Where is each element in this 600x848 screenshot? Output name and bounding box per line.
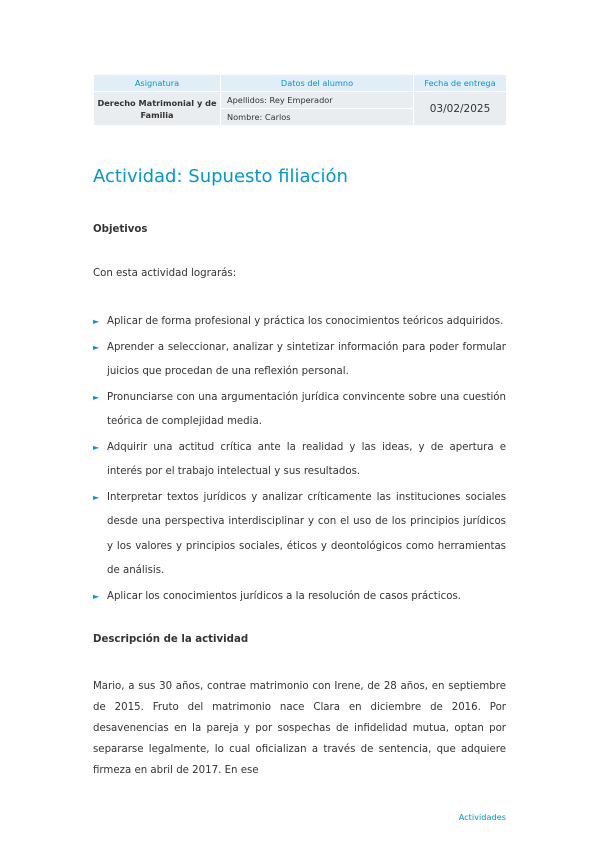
- list-item-text: Pronunciarse con una argumentación jurídica convincente sobre una cuestión teórica de complejidad media.: [107, 391, 506, 427]
- triangle-right-icon: ►: [93, 342, 100, 352]
- list-item: [93, 486, 506, 584]
- name-cell: Nombre: Carlos: [221, 109, 414, 126]
- page-title: Actividad: Supuesto filiación: [93, 166, 348, 187]
- surnames-cell: Apellidos: Rey Emperador: [221, 92, 414, 109]
- col-subject-header: Asignatura: [94, 75, 221, 92]
- header-table-head: [94, 75, 507, 92]
- objectives-list: [93, 310, 506, 610]
- list-item-text: Aprender a seleccionar, analizar y sintetizar información para poder formular juicios que procedan de una reflexión personal.: [107, 341, 506, 377]
- header-table: [93, 74, 507, 126]
- list-item-text: Interpretar textos jurídicos y analizar críticamente las instituciones sociales desde una perspectiva interdisciplinar y con el uso de los principios jurídicos y los valores y principios sociales, éticos y deontológicos como herramientas de análisis.: [107, 491, 506, 576]
- list-item: [93, 336, 506, 385]
- triangle-right-icon: ►: [93, 591, 100, 601]
- list-item-text: Aplicar de forma profesional y práctica los conocimientos teóricos adquiridos.: [107, 316, 504, 327]
- col-date-header: Fecha de entrega: [414, 75, 507, 92]
- page-footer: Actividades: [458, 812, 506, 822]
- list-item: [93, 436, 506, 485]
- triangle-right-icon: ►: [93, 492, 100, 502]
- list-item-text: Adquirir una actitud crítica ante la realidad y las ideas, y de apertura e interés por el trabajo intelectual y sus resultados.: [107, 441, 506, 477]
- list-item-text: Aplicar los conocimientos jurídicos a la resolución de casos prácticos.: [107, 590, 461, 602]
- header-table-row: [94, 92, 507, 109]
- list-item: [93, 386, 506, 435]
- delivery-date-cell: 03/02/2025: [414, 92, 507, 126]
- list-item: [93, 310, 506, 335]
- objectives-heading: Objetivos: [93, 224, 148, 235]
- list-item: [93, 585, 506, 610]
- triangle-right-icon: ►: [93, 392, 100, 402]
- objectives-intro: Con esta actividad lograrás:: [93, 268, 237, 279]
- triangle-right-icon: ►: [93, 317, 100, 326]
- subject-cell: Derecho Matrimonial y de Familia: [94, 92, 221, 126]
- triangle-right-icon: ►: [93, 442, 100, 452]
- col-student-header: Datos del alumno: [221, 75, 414, 92]
- description-heading: Descripción de la actividad: [93, 634, 249, 645]
- description-paragraph: Mario, a sus 30 años, contrae matrimonio con Irene, de 28 años, en septiembre de 2015. Fruto del matrimonio nace Clara en diciembre de 2016. Por desavenencias en la pareja y por sospechas de infidelidad mutua, optan por separarse legalmente, lo cual oficializan a través de sentencia, que adquiere firmeza en abril de 2017. En ese: [93, 681, 506, 776]
